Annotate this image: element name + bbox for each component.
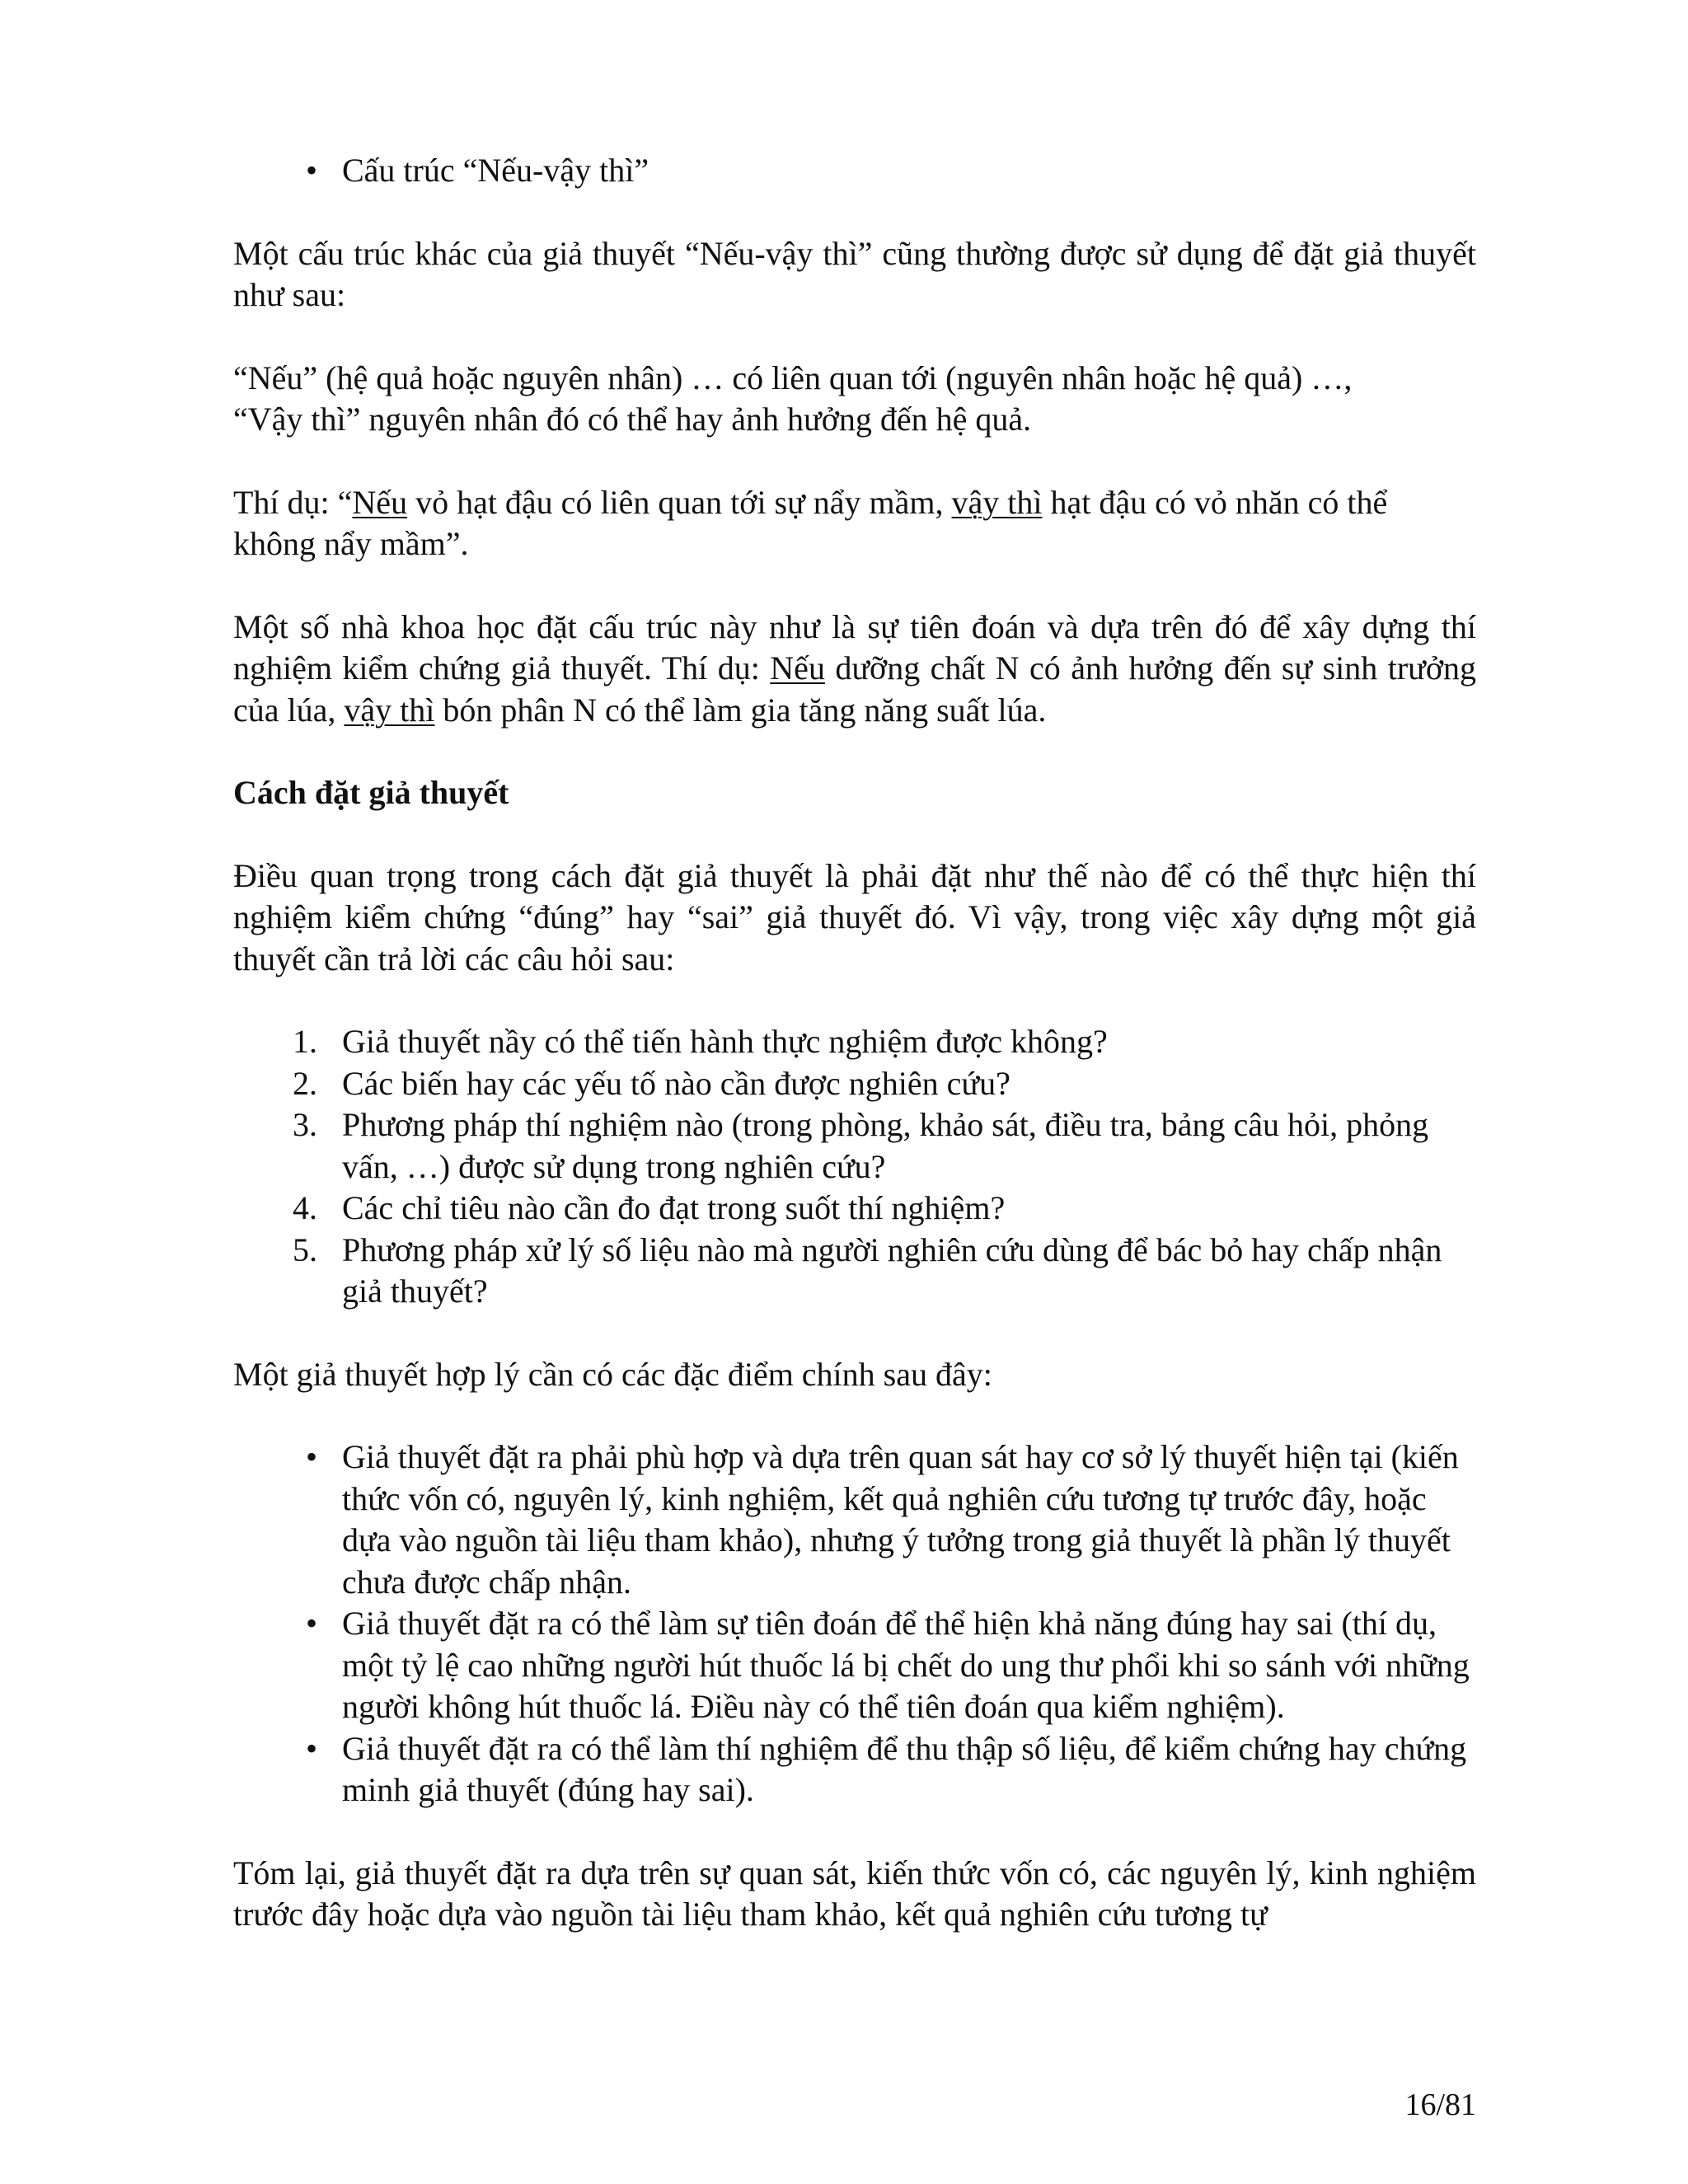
list-number: 5. (293, 1230, 317, 1268)
list-item (233, 1104, 1476, 1188)
paragraph-traits-intro: Một giả thuyết hợp lý cần có các đặc điểm chính sau đây: (233, 1355, 992, 1393)
list-item (233, 1188, 1476, 1230)
list-item-text: Các chỉ tiêu nào cần đo đạt trong suốt thí nghiệm? (342, 1189, 1006, 1226)
example-text: hạt đậu có vỏ nhăn có thể không nẩy mầm”. (233, 483, 1388, 562)
list-number: 2. (293, 1064, 317, 1102)
list-item (233, 150, 1476, 192)
list-item-text: Giả thuyết nầy có thể tiến hành thực nghiệm được không? (342, 1023, 1108, 1060)
list-item (233, 1728, 1476, 1811)
list-item-text: Giả thuyết đặt ra có thể làm thí nghiệm để thu thập số liệu, để kiểm chứng hay chứng minh giả thuyết (đúng hay sai). (342, 1729, 1467, 1808)
page-number: 16/81 (1404, 2088, 1476, 2122)
list-item (233, 1063, 1476, 1105)
list-item-text: Cấu trúc “Nếu-vậy thì” (342, 152, 649, 189)
bullet-icon: • (306, 1729, 318, 1767)
paragraph-structure-intro: Một cấu trúc khác của giả thuyết “Nếu-vậy thì” cũng thường được sử dụng để đặt giả thuyết như sau: (233, 234, 1476, 313)
list-item (233, 1436, 1476, 1603)
list-item-text: Các biến hay các yếu tố nào cần được nghiên cứu? (342, 1064, 1010, 1102)
list-item-text: Giả thuyết đặt ra có thể làm sự tiên đoán để thể hiện khả năng đúng hay sai (thí dụ, một tỷ lệ cao những người hút thuốc lá bị chết do ung thư phổi khi so sánh với những người không hút thuốc lá. Điều này có thể tiên đoán qua kiểm nghiệm). (342, 1605, 1470, 1725)
list-item (233, 1230, 1476, 1313)
example-text: dưỡng chất N có ảnh hưởng đến sự sinh trưởng của lúa, (233, 649, 1477, 729)
underlined-then: vậy thì (344, 691, 435, 729)
bullet-icon: • (306, 1605, 318, 1642)
example-text: Thí dụ: “ (233, 483, 353, 521)
list-number: 4. (293, 1189, 317, 1226)
example-text: bón phân N có thể làm gia tăng năng suất lúa. (434, 691, 1047, 729)
top-bullet-list (233, 150, 1476, 192)
example-text: vỏ hạt đậu có liên quan tới sự nẩy mầm, (407, 483, 952, 521)
section-heading: Cách đặt giả thuyết (233, 774, 509, 811)
template-line-1: “Nếu” (hệ quả hoặc nguyên nhân) … có liên quan tới (nguyên nhân hoặc hệ quả) …, (233, 359, 1353, 396)
questions-list (233, 1021, 1476, 1313)
paragraph-example-rice (233, 607, 1476, 732)
paragraph-structure-template (233, 358, 1476, 441)
list-item (233, 1021, 1476, 1063)
list-item-text: Phương pháp xử lý số liệu nào mà người nghiên cứu dùng để bác bỏ hay chấp nhận giả thuyết? (342, 1230, 1442, 1310)
paragraph-how-to: Điều quan trọng trong cách đặt giả thuyết là phải đặt như thế nào để có thể thực hiện thí nghiệm kiểm chứng “đúng” hay “sai” giả thuyết đó. Vì vậy, trong việc xây dựng một giả thuyết cần trả lời các câu hỏi sau: (233, 856, 1476, 977)
list-item-text: Giả thuyết đặt ra phải phù hợp và dựa trên quan sát hay cơ sở lý thuyết hiện tại (kiến thức vốn có, nguyên lý, kinh nghiệm, kết quả nghiên cứu tương tự trước đây, hoặc dựa vào nguồn tài liệu tham khảo), nhưng ý tưởng trong giả thuyết là phần lý thuyết chưa được chấp nhận. (342, 1438, 1459, 1601)
paragraph-example-bean (233, 482, 1476, 565)
list-number: 3. (293, 1106, 317, 1143)
underlined-if: Nếu (352, 483, 408, 521)
paragraph-summary: Tóm lại, giả thuyết đặt ra dựa trên sự quan sát, kiến thức vốn có, các nguyên lý, kinh nghiệm trước đây hoặc dựa vào nguồn tài liệu tham khảo, kết quả nghiên cứu tương tự (233, 1854, 1476, 1933)
list-item-text: Phương pháp thí nghiệm nào (trong phòng, khảo sát, điều tra, bảng câu hỏi, phỏng vấn, …) được sử dụng trong nghiên cứu? (342, 1106, 1429, 1185)
list-item (233, 1603, 1476, 1728)
bullet-icon: • (306, 152, 318, 189)
page-content (233, 150, 1476, 1977)
traits-list (233, 1436, 1476, 1811)
bullet-icon: • (306, 1438, 318, 1475)
underlined-if: Nếu (770, 649, 825, 687)
example-text: Một số nhà khoa học đặt cấu trúc này như là sự tiên đoán và dựa trên đó để xây dựng thí nghiệm kiểm chứng giả thuyết. Thí dụ: (233, 607, 1476, 687)
list-number: 1. (293, 1023, 317, 1060)
underlined-then: vậy thì (951, 483, 1043, 521)
template-line-2: “Vậy thì” nguyên nhân đó có thể hay ảnh hưởng đến hệ quả. (233, 401, 1032, 438)
